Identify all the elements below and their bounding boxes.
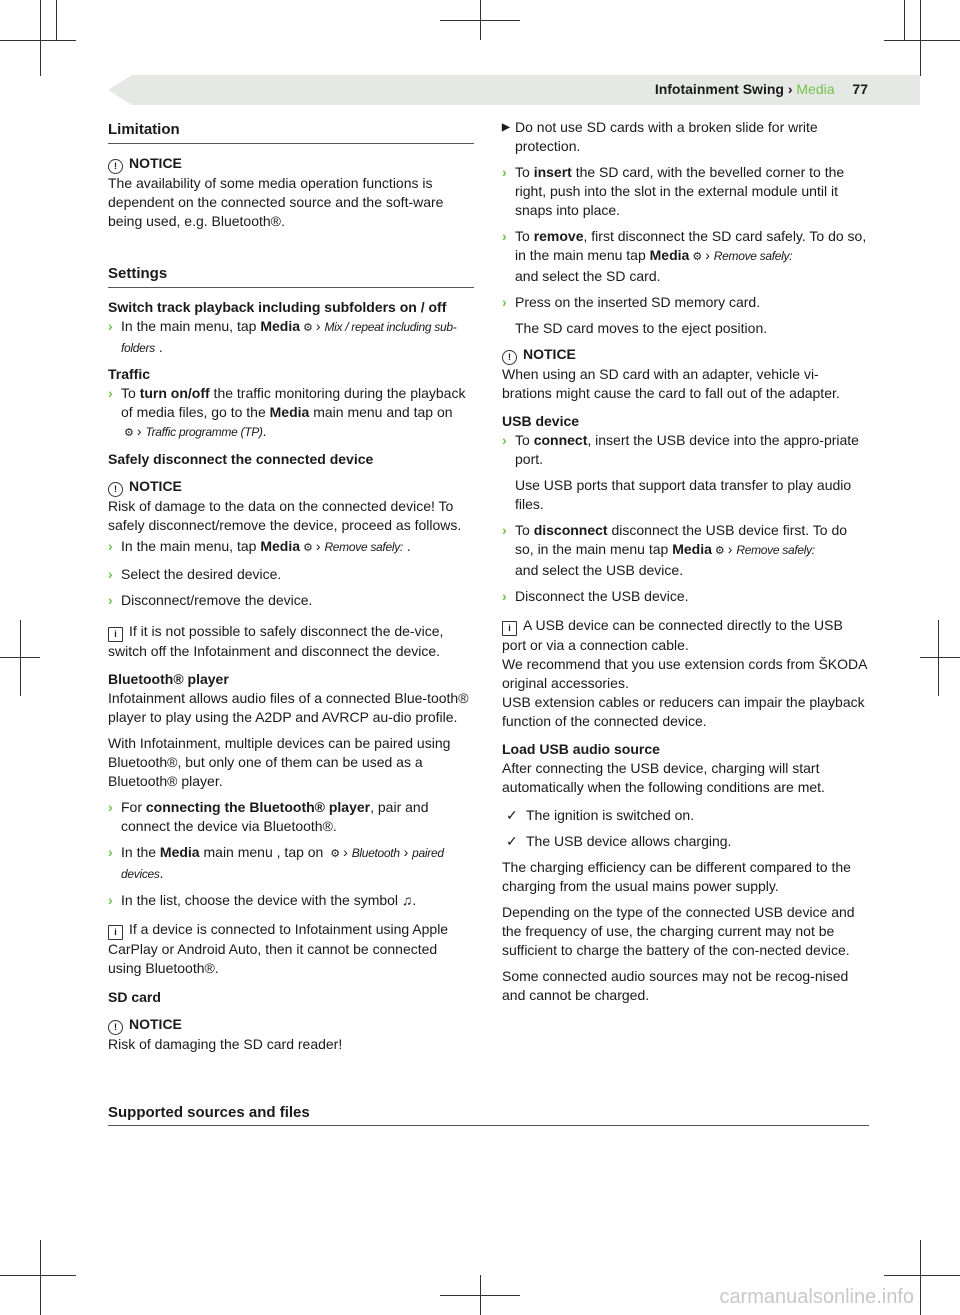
step-item: › Select the desired device. [108,566,282,582]
section-title-limitation: Limitation [108,120,474,144]
page-number: 77 [852,81,868,97]
step-arrow-icon: › [502,164,507,180]
paragraph: The charging efficiency can be different compared to the charging from the usual mains power supply. [502,859,851,894]
step-item: › Press on the inserted SD memory card. [502,294,761,310]
subheading: Traffic [108,366,151,382]
step-arrow-icon: › [502,432,507,448]
info-note: i A USB device can be connected directly to the USB port or via a connection cable. [502,617,843,653]
subheading: USB device [502,413,580,429]
notice-icon: ! [108,482,123,497]
notice-icon: ! [108,1020,123,1035]
crop-mark [40,0,41,76]
header-chapter: Media [796,81,835,97]
paragraph: Some connected audio sources may not be recog-nised and cannot be charged. [502,968,849,1003]
condition-item: ✓ The USB device allows charging. [506,833,732,849]
step-item: › For connecting the Bluetooth® player, pair and connect the device via Bluetooth®. [108,799,429,834]
crop-mark [20,620,21,696]
step-item: › In the list, choose the device with the symbol ♫. [108,892,417,908]
header-sep: › [787,81,793,97]
gear-icon: ⚙ [714,545,725,557]
step-arrow-icon: › [502,588,507,604]
step-arrow-icon: › [108,892,113,908]
step-arrow-icon: › [502,294,507,310]
section-title-settings: Settings [108,264,474,288]
step-arrow-icon: › [108,592,113,608]
subheading: Switch track playback including subfolders on / off [108,299,447,315]
info-icon: i [502,621,517,636]
notice-text: Risk of damage to the data on the connected device! To safely disconnect/remove the device, proceed as follows. [108,498,462,533]
section-title-supported: Supported sources and files [108,1104,869,1126]
step-arrow-icon: › [108,318,113,334]
info-icon: i [108,925,123,940]
info-icon: i [108,627,123,642]
step-item: › Disconnect the USB device. [502,588,689,604]
step-item: › In the main menu, tap Media ⚙ › Mix / repeat including sub-folders . [108,318,457,355]
crop-mark [0,40,76,41]
info-note: i If it is not possible to safely disconnect the de-vice, switch off the Infotainment and disconnect the device. [108,623,444,659]
check-icon: ✓ [506,833,518,849]
step-item: › In the Media main menu , tap on ⚙ › Bluetooth › paired devices. [108,844,444,881]
condition-item: ✓ The ignition is switched on. [506,807,695,823]
subheading: SD card [108,989,161,1005]
bullet-arrow-icon: ▶ [502,122,510,133]
gear-icon: ⚙ [124,427,134,439]
step-arrow-icon: › [108,385,113,401]
bullet-item: ▶ Do not use SD cards with a broken slide for write protection. [502,119,818,154]
step-item: › To turn on/off the traffic monitoring during the playback of media files, go to the Media main menu and tap on ⚙ › Traffic programme (TP). [108,385,466,439]
gear-icon: ⚙ [692,251,703,263]
notice-heading: ! NOTICE [502,345,868,365]
crop-mark [920,657,960,658]
header-section: Infotainment Swing [654,81,784,97]
notice-heading: ! NOTICE [108,154,474,174]
info-note-line: USB extension cables or reducers can impair the playback function of the connected device. [502,694,865,729]
step-continuation: Use USB ports that support data transfer to play audio files. [515,477,852,512]
subheading: Load USB audio source [502,741,660,757]
notice-text: When using an SD card with an adapter, vehicle vi-brations might cause the card to fall out of the adapter. [502,366,840,401]
notice-text: Risk of damaging the SD card reader! [108,1036,343,1052]
check-icon: ✓ [506,807,518,823]
left-column [108,118,474,1061]
gear-icon: ⚙ [330,848,341,860]
notice-text: The availability of some media operation functions is dependent on the connected source and the soft-ware being used, e.g. Bluetooth®. [108,175,444,229]
step-item: › To remove, first disconnect the SD card safely. To do so, in the main menu tap Media ⚙ › Remove safely: and select the SD card. [502,228,867,284]
step-arrow-icon: › [108,799,113,815]
info-note-line: We recommend that you use extension cords from ŠKODA original accessories. [502,656,867,691]
right-column [502,118,868,1012]
crop-mark [904,0,905,40]
step-item: › In the main menu, tap Media ⚙ › Remove safely: . [108,538,411,554]
paragraph: Depending on the type of the connected USB device and the frequency of use, the charging current may not be sufficient to charge the battery of the con-nected device. [502,904,855,958]
crop-mark [56,0,57,40]
step-arrow-icon: › [108,538,113,554]
subheading: Bluetooth® player [108,671,229,687]
crop-mark [920,1240,921,1315]
step-arrow-icon: › [502,522,507,538]
subheading: Safely disconnect the connected device [108,451,374,467]
step-item: › Disconnect/remove the device. [108,592,313,608]
paragraph: With Infotainment, multiple devices can be paired using Bluetooth®, but only one of them can be used as a Bluetooth® player. [108,735,451,789]
crop-mark [884,40,960,41]
crop-mark [884,1275,960,1276]
gear-icon: ⚙ [303,542,313,554]
step-arrow-icon: › [108,566,113,582]
running-header [655,81,868,97]
info-note: i If a device is connected to Infotainment using Apple CarPlay or Android Auto, then it cannot be connected using Bluetooth®. [108,921,449,976]
notice-icon: ! [502,350,517,365]
step-continuation: The SD card moves to the eject position. [515,320,768,336]
step-item: › To connect, insert the USB device into the appro-priate port. [502,432,859,467]
paragraph: After connecting the USB device, charging will start automatically when the following conditions are met. [502,760,825,795]
watermark: carmanualsonline.info [719,1286,914,1308]
crop-mark [40,1240,41,1315]
step-arrow-icon: › [108,844,113,860]
step-item: › To disconnect disconnect the USB device first. To do so, in the main menu tap Media ⚙ › Remove safely: and select the USB device. [502,522,848,578]
crop-mark [920,0,921,76]
notice-heading: ! NOTICE [108,477,474,497]
step-arrow-icon: › [502,228,507,244]
gear-icon: ⚙ [303,322,313,334]
crop-mark [480,0,481,40]
crop-mark [0,1275,76,1276]
notice-icon: ! [108,159,123,174]
crop-mark [938,620,939,696]
step-item: › To insert the SD card, with the bevelled corner to the right, push into the slot in the external module until it snaps into place. [502,164,845,218]
notice-heading: ! NOTICE [108,1015,474,1035]
paragraph: Infotainment allows audio files of a connected Blue-tooth® player to play using the A2DP and AVRCP au-dio profile. [108,690,469,725]
crop-mark [480,1275,481,1315]
